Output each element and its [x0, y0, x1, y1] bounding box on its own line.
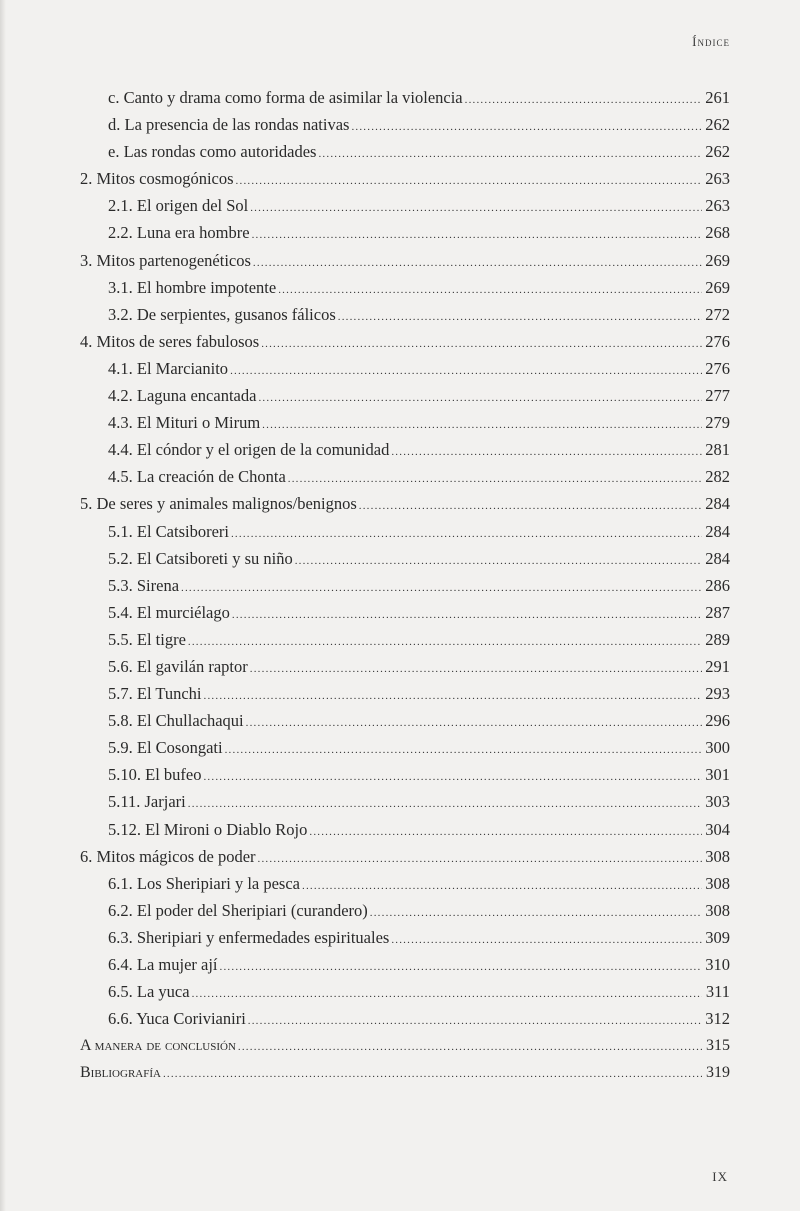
- toc-entry[interactable]: [80, 951, 730, 978]
- toc-entry-title: 5.9. El Cosongati: [108, 738, 223, 758]
- toc-entry[interactable]: [80, 84, 730, 111]
- dot-leader: [391, 927, 702, 954]
- toc-entry-title: 5.11. Jarjari: [108, 792, 186, 812]
- toc-entry-page: 276: [705, 331, 730, 351]
- toc-entry[interactable]: [80, 572, 730, 599]
- toc-entry-page: 269: [705, 250, 730, 270]
- toc-entry-title: 2. Mitos cosmogónicos: [80, 169, 234, 189]
- toc-entry-page: 308: [705, 900, 730, 920]
- toc-entry-title: e. Las rondas como autoridades: [108, 142, 317, 162]
- dot-leader: [225, 737, 702, 764]
- toc-entry-page: 272: [705, 304, 730, 324]
- toc-entry-page: 281: [705, 440, 730, 460]
- toc-entry-page: 308: [705, 873, 730, 893]
- dot-leader: [253, 250, 702, 277]
- toc-entry-title: 6.3. Sheripiari y enfermedades espirituales: [108, 927, 390, 947]
- toc-entry[interactable]: [80, 409, 730, 436]
- toc-entry[interactable]: [80, 897, 730, 924]
- toc-entry-page: 269: [705, 277, 730, 297]
- toc-entry-page: 279: [705, 413, 730, 433]
- toc-entry-title: 4.3. El Mituri o Mirum: [108, 413, 261, 433]
- toc-entry-title: 4.2. Laguna encantada: [108, 386, 257, 406]
- toc-entry-title: 5.3. Sirena: [108, 575, 180, 595]
- toc-entry[interactable]: [80, 247, 730, 274]
- toc-entry-title: 6.1. Los Sheripiari y la pesca: [108, 873, 300, 893]
- dot-leader: [302, 873, 702, 900]
- toc-entry-page: 296: [705, 711, 730, 731]
- toc-entry[interactable]: [80, 761, 730, 788]
- toc-entry-title: 5.6. El gavilán raptor: [108, 656, 248, 676]
- toc-entry-title: 5.8. El Chullachaqui: [108, 711, 244, 731]
- toc-entry-page: 308: [705, 846, 730, 866]
- dot-leader: [288, 466, 702, 493]
- toc-entry-page: 284: [705, 548, 730, 568]
- dot-leader: [188, 791, 702, 818]
- toc-entry-page: 282: [705, 467, 730, 487]
- toc-entry-title: 3. Mitos partenogenéticos: [80, 250, 251, 270]
- toc-entry-title: 2.2. Luna era hombre: [108, 223, 250, 243]
- toc-entry-page: 300: [705, 738, 730, 758]
- toc-entry[interactable]: [80, 463, 730, 490]
- toc-entry-page: 312: [705, 1009, 730, 1029]
- toc-entry-title: 6.5. La yuca: [108, 982, 190, 1002]
- dot-leader: [351, 114, 702, 141]
- dot-leader: [232, 602, 702, 629]
- toc-entry-page: 284: [705, 521, 730, 541]
- dot-leader: [188, 629, 702, 656]
- table-of-contents: [80, 84, 730, 1086]
- toc-entry-title: 6.4. La mujer ají: [108, 955, 218, 974]
- toc-entry[interactable]: [80, 111, 730, 138]
- dot-leader: [163, 1061, 702, 1088]
- toc-entry-page: 315: [706, 1037, 730, 1055]
- toc-entry-title: 2.1. El origen del Sol: [108, 196, 249, 216]
- toc-entry[interactable]: [80, 545, 730, 572]
- toc-entry-title: 5. De seres y animales malignos/benignos: [80, 494, 357, 514]
- toc-entry-title: 6.6. Yuca Corivianiri: [108, 1009, 246, 1029]
- toc-entry-title: 5.5. El tigre: [108, 629, 186, 649]
- toc-entry-page: 289: [705, 629, 730, 649]
- dot-leader: [230, 358, 702, 385]
- toc-entry[interactable]: [80, 680, 730, 707]
- toc-entry-title: d. La presencia de las rondas nativas: [108, 115, 350, 135]
- toc-entry-title: 6. Mitos mágicos de poder: [80, 846, 256, 866]
- toc-entry-title: 5.10. El bufeo: [108, 765, 202, 785]
- dot-leader: [261, 331, 702, 358]
- toc-entry[interactable]: [80, 165, 730, 192]
- toc-entry-page: 263: [705, 169, 730, 189]
- toc-entry[interactable]: [80, 788, 730, 815]
- toc-entry-page: 319: [706, 1064, 730, 1082]
- toc-entry-page: 284: [705, 494, 730, 514]
- toc-entry-title: c. Canto y drama como forma de asimilar la violencia: [108, 88, 463, 107]
- dot-leader: [309, 819, 702, 846]
- toc-entry[interactable]: [80, 626, 730, 653]
- dot-leader: [204, 683, 702, 710]
- toc-entry-page: 293: [705, 684, 730, 704]
- dot-leader: [258, 385, 702, 412]
- running-head: Índice: [692, 34, 730, 49]
- toc-entry-title: 4.1. El Marcianito: [108, 358, 229, 378]
- toc-entry-page: 301: [705, 765, 730, 785]
- dot-leader: [192, 981, 702, 1008]
- dot-leader: [246, 710, 702, 737]
- toc-entry-page: 303: [705, 792, 730, 812]
- toc-entry-page: 304: [705, 819, 730, 839]
- toc-entry-title: A manera de conclusión: [80, 1037, 236, 1055]
- dot-leader: [391, 439, 702, 466]
- dot-leader: [262, 412, 702, 439]
- dot-leader: [220, 954, 702, 981]
- toc-entry[interactable]: [80, 1032, 730, 1059]
- dot-leader: [236, 168, 702, 195]
- toc-entry-title: 4.5. La creación de Chonta: [108, 467, 286, 487]
- toc-entry[interactable]: [80, 843, 730, 870]
- toc-entry-page: 268: [705, 223, 730, 243]
- dot-leader: [250, 195, 702, 222]
- toc-entry[interactable]: [80, 978, 730, 1005]
- toc-entry-title: 5.7. El Tunchi: [108, 684, 202, 704]
- toc-entry-page: 291: [705, 656, 730, 676]
- dot-leader: [318, 141, 702, 168]
- toc-entry[interactable]: [80, 274, 730, 301]
- toc-entry-page: 277: [705, 386, 730, 406]
- toc-entry-page: 276: [705, 358, 730, 378]
- toc-entry[interactable]: [80, 138, 730, 165]
- toc-entry[interactable]: [80, 816, 730, 843]
- toc-entry[interactable]: [80, 924, 730, 951]
- toc-entry-page: 310: [705, 955, 730, 974]
- toc-entry-title: 5.4. El murciélago: [108, 602, 230, 622]
- toc-entry-title: 3.2. De serpientes, gusanos fálicos: [108, 304, 336, 324]
- dot-leader: [181, 575, 702, 602]
- toc-entry[interactable]: [80, 734, 730, 761]
- dot-leader: [359, 493, 702, 520]
- toc-entry[interactable]: [80, 382, 730, 409]
- dot-leader: [258, 846, 702, 873]
- toc-entry[interactable]: [80, 1005, 730, 1032]
- dot-leader: [295, 548, 702, 575]
- toc-entry[interactable]: [80, 192, 730, 219]
- toc-entry[interactable]: [80, 1059, 730, 1086]
- toc-entry-title: 3.1. El hombre impotente: [108, 277, 277, 297]
- dot-leader: [338, 304, 702, 331]
- toc-entry-title: 5.1. El Catsiboreri: [108, 521, 229, 541]
- toc-entry-title: 5.12. El Mironi o Diablo Rojo: [108, 819, 308, 839]
- toc-entry-page: 263: [705, 196, 730, 216]
- toc-entry-title: 4.4. El cóndor y el origen de la comunidad: [108, 440, 390, 460]
- toc-entry-page: 286: [705, 575, 730, 595]
- dot-leader: [250, 656, 702, 683]
- dot-leader: [370, 900, 702, 927]
- page-number: IX: [712, 1169, 728, 1184]
- dot-leader: [238, 1034, 702, 1061]
- toc-entry[interactable]: [80, 599, 730, 626]
- dot-leader: [231, 521, 702, 548]
- toc-entry[interactable]: [80, 219, 730, 246]
- toc-entry-page: 309: [705, 927, 730, 947]
- dot-leader: [248, 1008, 702, 1035]
- toc-entry-page: 262: [705, 142, 730, 162]
- toc-entry-title: 6.2. El poder del Sheripiari (curandero): [108, 900, 368, 920]
- toc-entry[interactable]: [80, 301, 730, 328]
- toc-entry[interactable]: [80, 870, 730, 897]
- dot-leader: [278, 277, 702, 304]
- page-edge: [0, 0, 6, 1211]
- toc-entry[interactable]: [80, 490, 730, 517]
- dot-leader: [252, 222, 702, 249]
- dot-leader: [203, 764, 702, 791]
- toc-entry-title: 4. Mitos de seres fabulosos: [80, 331, 260, 351]
- toc-entry-page: 261: [705, 88, 730, 107]
- toc-entry[interactable]: [80, 355, 730, 382]
- toc-entry[interactable]: [80, 436, 730, 463]
- toc-entry-page: 262: [705, 115, 730, 135]
- toc-entry-page: 287: [705, 602, 730, 622]
- dot-leader: [465, 87, 702, 114]
- toc-entry[interactable]: [80, 328, 730, 355]
- toc-entry[interactable]: [80, 707, 730, 734]
- toc-entry[interactable]: [80, 518, 730, 545]
- toc-entry-title: Bibliografía: [80, 1064, 161, 1082]
- toc-entry-page: 311: [705, 982, 730, 1002]
- toc-entry[interactable]: [80, 653, 730, 680]
- toc-entry-title: 5.2. El Catsiboreti y su niño: [108, 548, 293, 568]
